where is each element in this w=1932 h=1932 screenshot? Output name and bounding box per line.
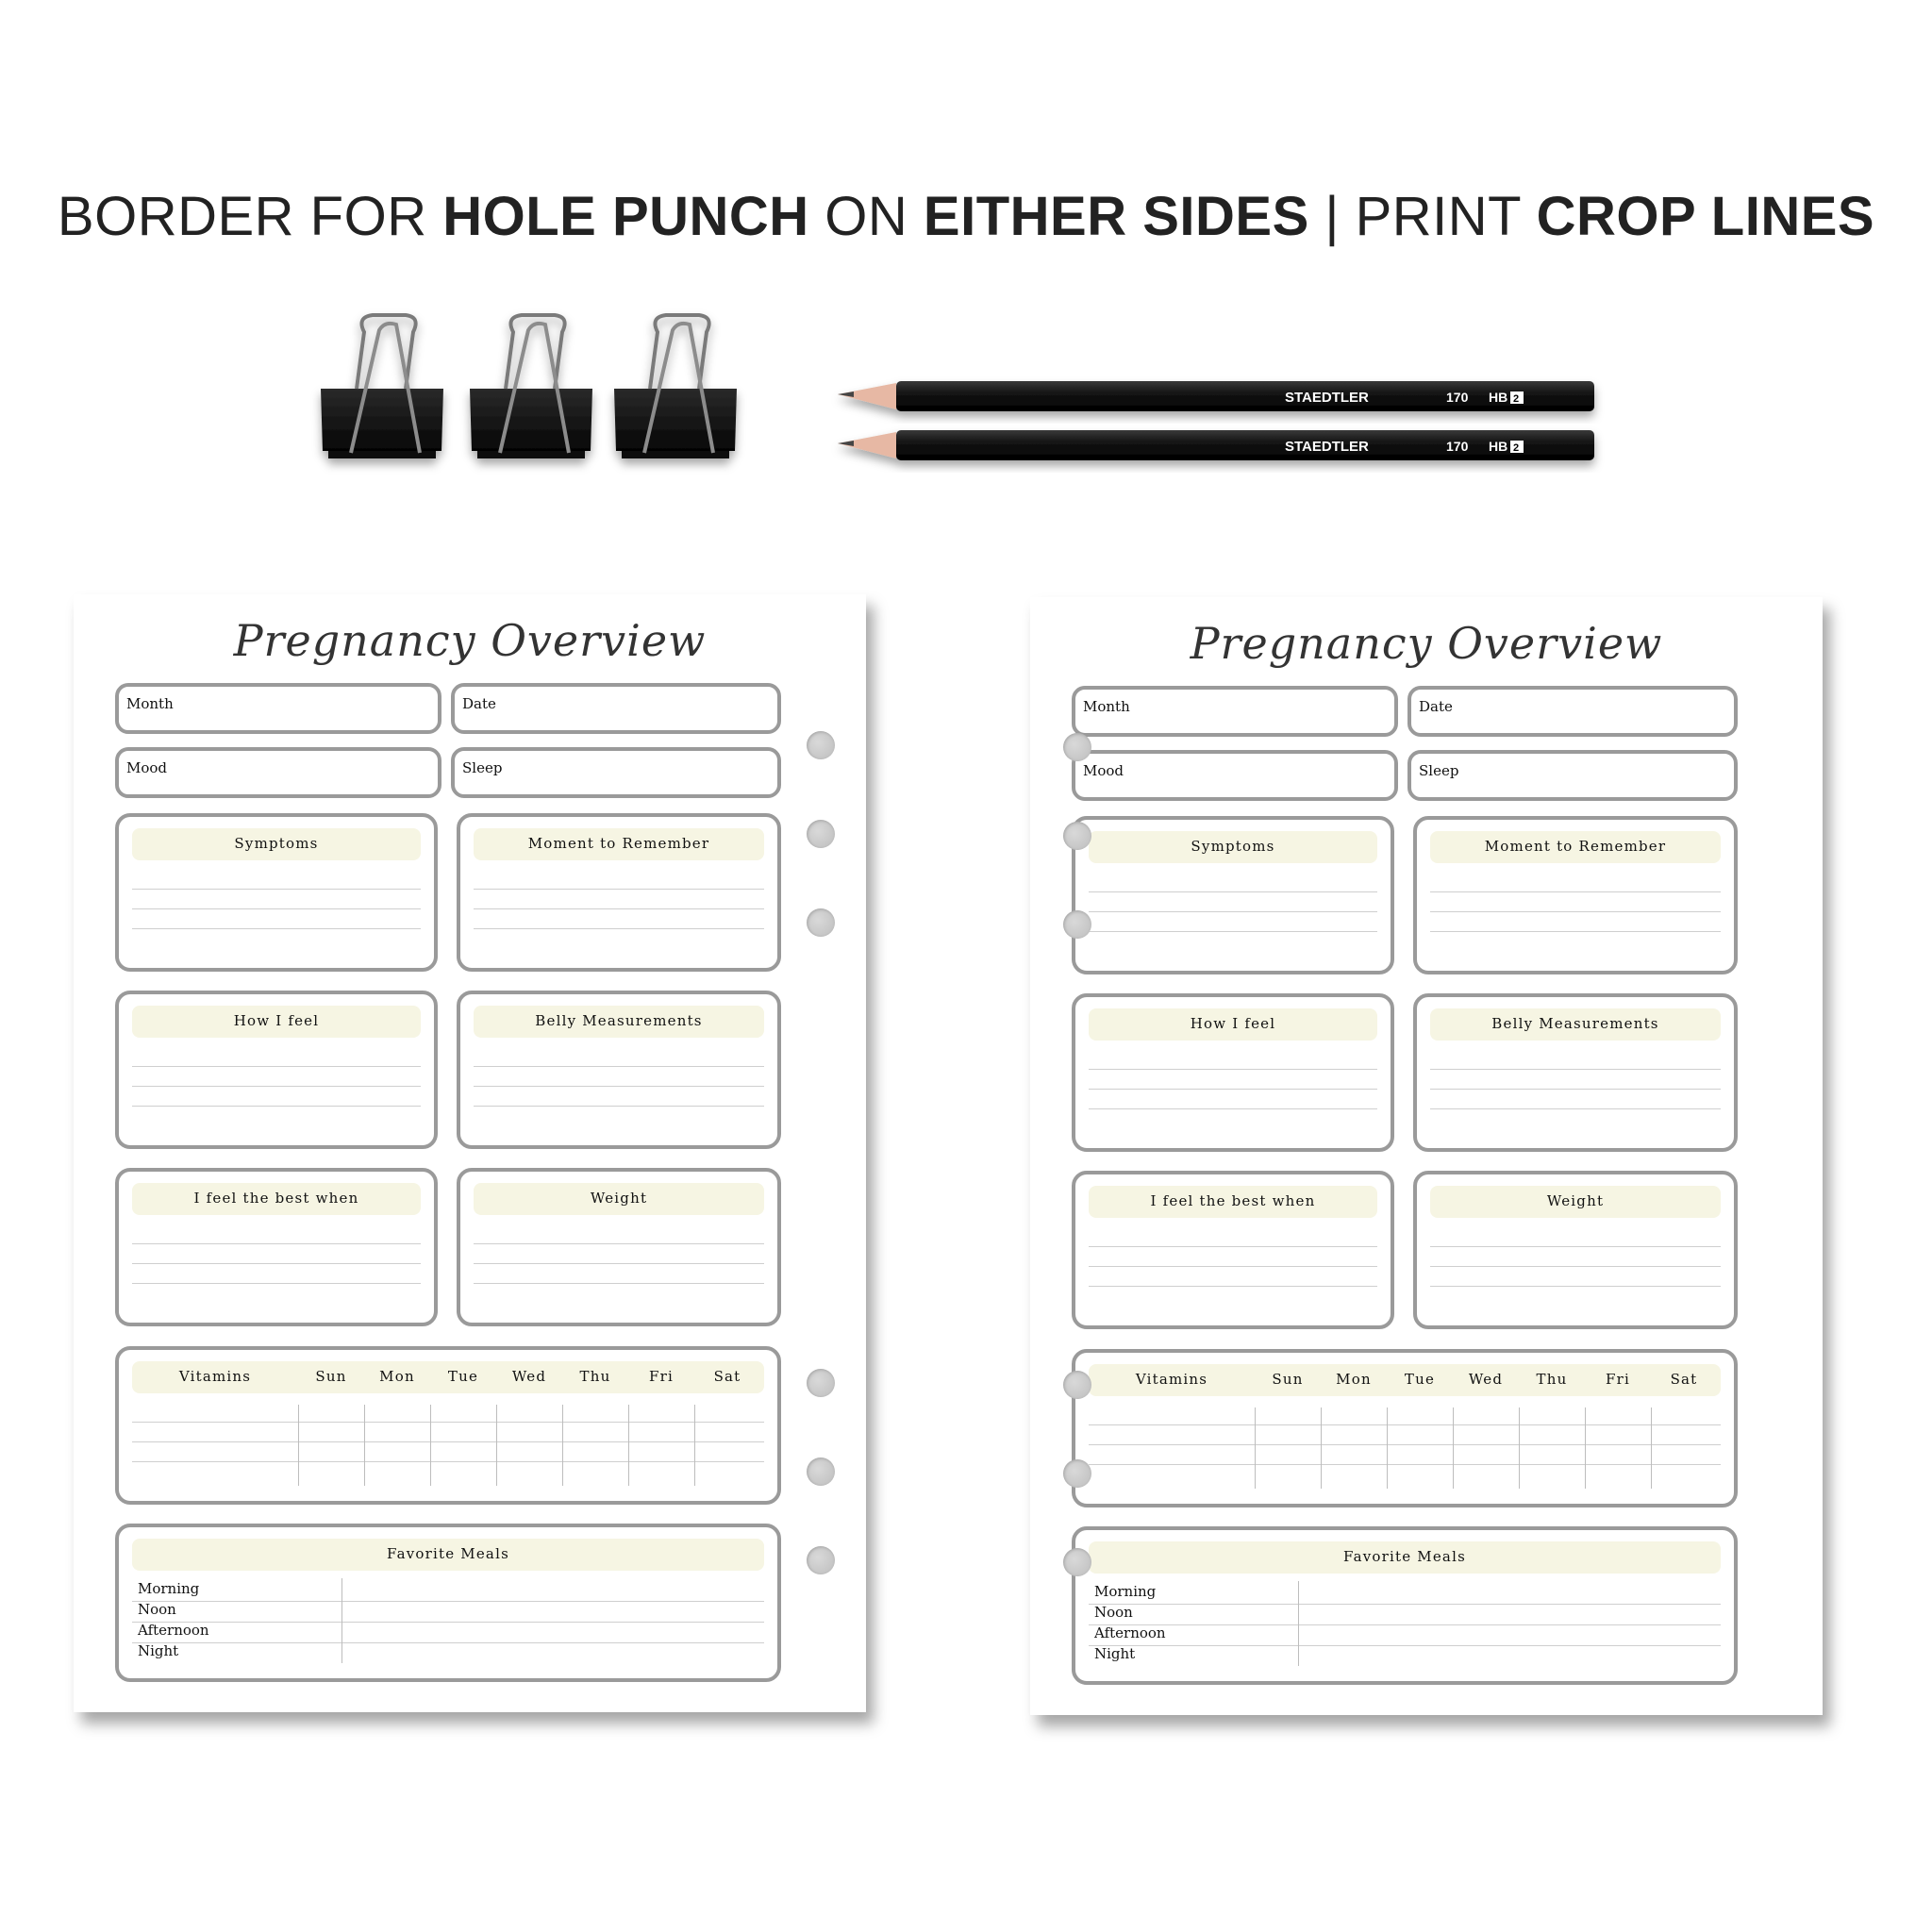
grid-line <box>1651 1407 1652 1489</box>
writing-line <box>474 928 764 929</box>
headline-part: HOLE PUNCH <box>442 186 809 247</box>
writing-line <box>1089 1089 1377 1090</box>
moment-title: Moment to Remember <box>527 835 710 852</box>
day-fri: Fri <box>649 1368 674 1385</box>
pencil-model: 170 <box>1446 390 1469 405</box>
mood-field[interactable] <box>1072 750 1398 801</box>
writing-line <box>132 1086 421 1087</box>
page-title: Pregnancy Overview <box>1190 618 1663 669</box>
day-wed: Wed <box>1468 1371 1504 1388</box>
meals-title: Favorite Meals <box>1343 1548 1466 1565</box>
section-header <box>132 1183 421 1215</box>
month-label: Month <box>126 695 174 712</box>
vitamins-header <box>1089 1364 1721 1396</box>
day-fri: Fri <box>1606 1371 1630 1388</box>
section-header <box>1430 1186 1721 1218</box>
date-field[interactable] <box>1407 686 1738 737</box>
writing-line <box>1430 1286 1721 1287</box>
writing-line <box>132 1642 764 1643</box>
writing-line <box>1430 1089 1721 1090</box>
writing-line <box>1089 911 1377 912</box>
belly-title: Belly Measurements <box>1491 1015 1659 1032</box>
section-header <box>1430 1008 1721 1041</box>
writing-line <box>1089 1604 1721 1605</box>
grid-line <box>1298 1581 1299 1666</box>
writing-line <box>1430 911 1721 912</box>
how-i-feel-box[interactable] <box>1072 993 1394 1152</box>
hole-punch-icon <box>807 731 835 759</box>
pencil-brand: STAEDTLER <box>1285 390 1369 406</box>
sleep-label: Sleep <box>1419 762 1459 779</box>
writing-line <box>132 908 421 909</box>
symptoms-title: Symptoms <box>234 835 319 852</box>
hole-punch-icon <box>1063 822 1091 850</box>
month-field[interactable] <box>115 683 441 734</box>
grid-line <box>341 1578 342 1663</box>
moment-title: Moment to Remember <box>1484 838 1667 855</box>
grid-line <box>694 1405 695 1486</box>
writing-line <box>132 1283 421 1284</box>
meals-title: Favorite Meals <box>387 1545 509 1562</box>
mood-label: Mood <box>126 759 168 776</box>
hole-punch-icon <box>807 820 835 848</box>
section-header <box>474 1006 764 1038</box>
sleep-field[interactable] <box>451 747 781 798</box>
belly-title: Belly Measurements <box>535 1012 703 1029</box>
grid-line <box>1255 1407 1256 1489</box>
writing-line <box>1430 891 1721 892</box>
writing-line <box>474 908 764 909</box>
writing-line <box>1089 1069 1377 1070</box>
how-i-feel-box[interactable] <box>115 991 438 1149</box>
hole-punch-icon <box>807 1369 835 1397</box>
writing-line <box>132 928 421 929</box>
section-header <box>1430 831 1721 863</box>
day-sat: Sat <box>713 1368 741 1385</box>
meal-night: Night <box>1094 1645 1136 1662</box>
writing-line <box>1089 1286 1377 1287</box>
writing-line <box>1430 1108 1721 1109</box>
vitamins-title: Vitamins <box>178 1368 252 1385</box>
grid-line <box>1089 1424 1721 1425</box>
symptoms-title: Symptoms <box>1191 838 1275 855</box>
day-tue: Tue <box>447 1368 479 1385</box>
writing-line <box>474 1106 764 1107</box>
meals-tracker[interactable] <box>1072 1526 1738 1685</box>
headline-part: CROP LINES <box>1536 186 1875 247</box>
writing-line <box>132 1243 421 1244</box>
day-thu: Thu <box>1536 1371 1568 1388</box>
writing-line <box>132 1601 764 1602</box>
grid-line <box>430 1405 431 1486</box>
mood-label: Mood <box>1083 762 1124 779</box>
moment-box[interactable] <box>1413 816 1738 974</box>
hole-punch-icon <box>1063 733 1091 761</box>
binder-clip-icon <box>614 315 737 458</box>
belly-box[interactable] <box>1413 993 1738 1152</box>
meal-morning: Morning <box>1094 1583 1157 1600</box>
vitamins-tracker[interactable] <box>1072 1349 1738 1507</box>
writing-line <box>1089 1108 1377 1109</box>
how-i-feel-title: How I feel <box>1190 1015 1276 1032</box>
binder-clip-icon <box>321 315 443 458</box>
hole-punch-icon <box>807 908 835 937</box>
pencil-brand: STAEDTLER <box>1285 439 1369 455</box>
grid-line <box>132 1441 764 1442</box>
meals-tracker[interactable] <box>115 1524 781 1682</box>
writing-line <box>474 1066 764 1067</box>
grid-line <box>364 1405 365 1486</box>
day-tue: Tue <box>1404 1371 1436 1388</box>
meal-noon: Noon <box>138 1601 176 1618</box>
hole-punch-icon <box>1063 1548 1091 1576</box>
hole-punch-icon <box>1063 1459 1091 1488</box>
hole-punch-icon <box>1063 910 1091 939</box>
weight-box[interactable] <box>1413 1171 1738 1329</box>
pencil-grade: HB <box>1489 439 1508 454</box>
meal-afternoon: Afternoon <box>138 1622 209 1639</box>
writing-line <box>1089 1246 1377 1247</box>
best-when-box[interactable] <box>1072 1171 1394 1329</box>
headline-part: ON <box>808 186 924 247</box>
best-when-box[interactable] <box>115 1168 438 1326</box>
writing-line <box>1089 891 1377 892</box>
hole-punch-icon <box>1063 1371 1091 1399</box>
day-sun: Sun <box>315 1368 347 1385</box>
weight-box[interactable] <box>457 1168 781 1326</box>
section-header <box>132 1006 421 1038</box>
date-field[interactable] <box>451 683 781 734</box>
planner-page-left <box>74 594 866 1712</box>
writing-line <box>474 1243 764 1244</box>
grid-line <box>298 1405 299 1486</box>
pencil-grade-number: 2 <box>1513 442 1520 454</box>
grid-line <box>496 1405 497 1486</box>
props-illustration <box>0 0 1932 528</box>
best-when-title: I feel the best when <box>193 1190 359 1207</box>
headline-part: EITHER SIDES <box>923 186 1309 247</box>
grid-line <box>1321 1407 1322 1489</box>
weight-title: Weight <box>1546 1192 1605 1209</box>
mood-field[interactable] <box>115 747 441 798</box>
day-mon: Mon <box>379 1368 415 1385</box>
headline-part: | PRINT <box>1308 186 1537 247</box>
weight-title: Weight <box>590 1190 648 1207</box>
moment-box[interactable] <box>457 813 781 972</box>
writing-line <box>1430 1246 1721 1247</box>
month-label: Month <box>1083 698 1130 715</box>
day-mon: Mon <box>1336 1371 1372 1388</box>
how-i-feel-title: How I feel <box>233 1012 320 1029</box>
month-field[interactable] <box>1072 686 1398 737</box>
vitamins-header <box>132 1361 764 1393</box>
binder-clip-icon <box>470 315 592 458</box>
date-label: Date <box>1419 698 1453 715</box>
grid-line <box>1453 1407 1454 1489</box>
writing-line <box>1089 1624 1721 1625</box>
writing-line <box>1089 931 1377 932</box>
day-wed: Wed <box>511 1368 547 1385</box>
writing-line <box>132 1622 764 1623</box>
meal-afternoon: Afternoon <box>1094 1624 1166 1641</box>
symptoms-box[interactable] <box>1072 816 1394 974</box>
writing-line <box>1089 1645 1721 1646</box>
writing-line <box>474 1263 764 1264</box>
meal-noon: Noon <box>1094 1604 1133 1621</box>
day-thu: Thu <box>579 1368 611 1385</box>
section-header <box>1089 1008 1377 1041</box>
meal-morning: Morning <box>138 1580 200 1597</box>
pencil-icon <box>838 430 1594 460</box>
section-header <box>132 828 421 860</box>
day-sun: Sun <box>1272 1371 1304 1388</box>
grid-line <box>562 1405 563 1486</box>
day-sat: Sat <box>1670 1371 1698 1388</box>
pencil-icon <box>838 381 1594 411</box>
writing-line <box>474 1086 764 1087</box>
section-header <box>474 1183 764 1215</box>
writing-line <box>1430 931 1721 932</box>
date-label: Date <box>462 695 496 712</box>
grid-line <box>1519 1407 1520 1489</box>
vitamins-title: Vitamins <box>1135 1371 1208 1388</box>
grid-line <box>1089 1444 1721 1445</box>
grid-line <box>132 1461 764 1462</box>
page-title: Pregnancy Overview <box>233 615 707 666</box>
grid-line <box>628 1405 629 1486</box>
grid-line <box>132 1422 764 1423</box>
writing-line <box>132 1066 421 1067</box>
section-header <box>474 828 764 860</box>
pencil-model: 170 <box>1446 439 1469 454</box>
meal-night: Night <box>138 1642 179 1659</box>
belly-box[interactable] <box>457 991 781 1149</box>
grid-line <box>1089 1464 1721 1465</box>
planner-page-right <box>1030 597 1823 1715</box>
writing-line <box>1430 1266 1721 1267</box>
writing-line <box>132 889 421 890</box>
writing-line <box>474 889 764 890</box>
sleep-label: Sleep <box>462 759 503 776</box>
writing-line <box>132 1106 421 1107</box>
pencil-grade: HB <box>1489 390 1508 405</box>
writing-line <box>132 1263 421 1264</box>
grid-line <box>1387 1407 1388 1489</box>
section-header <box>132 1539 764 1571</box>
writing-line <box>474 1283 764 1284</box>
hole-punch-icon <box>807 1546 835 1574</box>
section-header <box>1089 1541 1721 1574</box>
best-when-title: I feel the best when <box>1150 1192 1316 1209</box>
section-header <box>1089 831 1377 863</box>
writing-line <box>1430 1069 1721 1070</box>
sleep-field[interactable] <box>1407 750 1738 801</box>
pencil-grade-number: 2 <box>1513 393 1520 405</box>
writing-line <box>1089 1266 1377 1267</box>
hole-punch-icon <box>807 1457 835 1486</box>
vitamins-tracker[interactable] <box>115 1346 781 1505</box>
section-header <box>1089 1186 1377 1218</box>
symptoms-box[interactable] <box>115 813 438 972</box>
grid-line <box>1585 1407 1586 1489</box>
headline-part: BORDER FOR <box>57 186 443 247</box>
